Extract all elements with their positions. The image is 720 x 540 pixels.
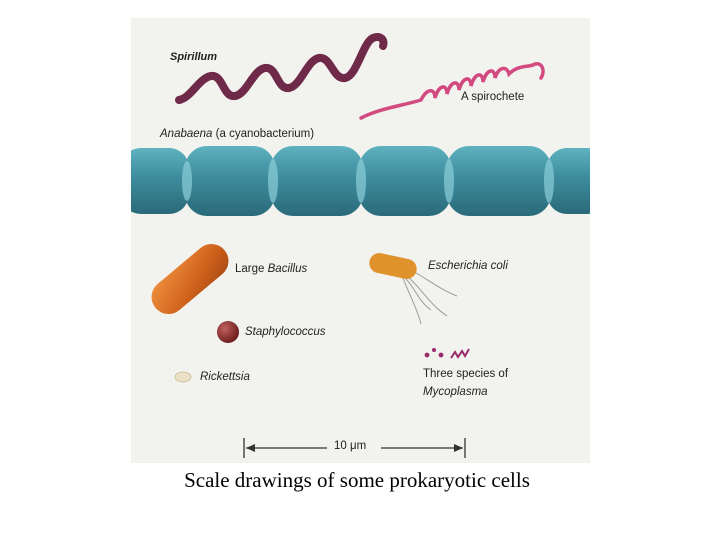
spirillum-cell <box>179 37 384 100</box>
prokaryote-drawing <box>131 18 590 463</box>
mycoplasma-cells <box>425 348 469 358</box>
label-bacillus-prefix: Large <box>235 263 265 275</box>
label-bacillus-genus: Bacillus <box>267 263 308 275</box>
label-scale-bar: 10 μm <box>334 440 367 452</box>
label-ecoli: Escherichia coli <box>428 260 508 272</box>
label-staphylococcus: Staphylococcus <box>245 326 326 338</box>
illustration-panel <box>131 18 590 463</box>
label-anabaena-genus: Anabaena <box>160 128 213 140</box>
staphylococcus-cell <box>217 321 239 343</box>
label-anabaena <box>160 128 314 140</box>
label-spirochete: A spirochete <box>461 91 525 103</box>
figure-caption: Scale drawings of some prokaryotic cells <box>184 468 530 492</box>
label-mycoplasma-line2: Mycoplasma <box>423 386 488 398</box>
rickettsia-cell <box>175 372 191 382</box>
anabaena-filament <box>131 146 590 216</box>
label-large-bacillus <box>235 263 307 275</box>
label-rickettsia: Rickettsia <box>200 371 250 383</box>
label-spirillum: Spirillum <box>170 51 218 63</box>
bacillus-cell <box>145 237 236 321</box>
label-mycoplasma-line1: Three species of <box>423 368 509 380</box>
label-anabaena-note: (a cyanobacterium) <box>215 128 315 140</box>
